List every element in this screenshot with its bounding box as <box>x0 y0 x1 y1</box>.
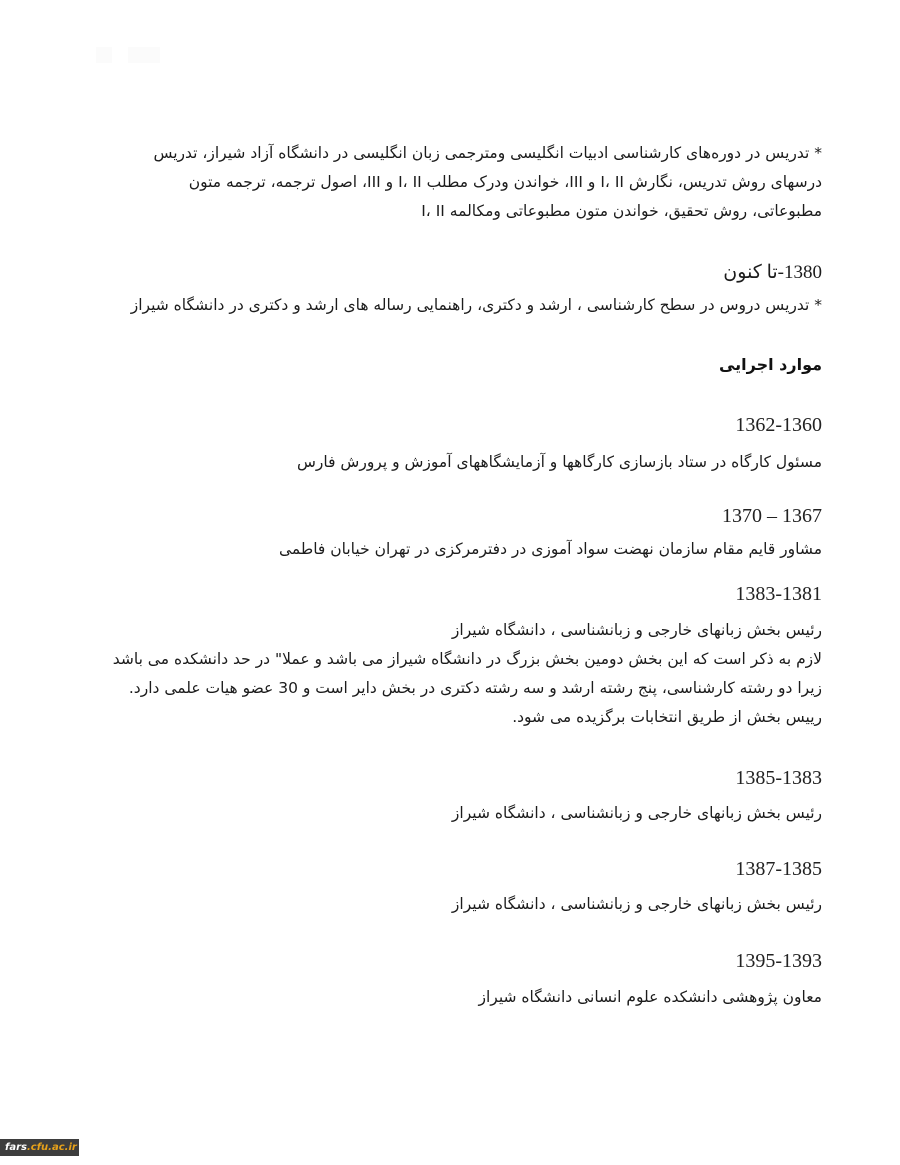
watermark-domain: .cfu.ac.ir <box>26 1142 77 1153</box>
entry-period: 1395-1393 <box>735 950 822 972</box>
text-line: * تدریس در دوره‌های کارشناسی ادبیات انگلیسی ومترجمی زبان انگلیسی در دانشگاه آزاد شیراز، تدریس <box>153 144 822 162</box>
entry-period: 1362-1360 <box>735 414 822 436</box>
entry-description: رئیس بخش زبانهای خارجی و زبانشناسی ، دانشگاه شیراز <box>451 804 822 822</box>
entry-description: مسئول کارگاه در ستاد بازسازی کارگاهها و آزمایشگاههای آموزش و پرورش فارس <box>296 453 822 471</box>
entry-description: معاون پژوهشی دانشکده علوم انسانی دانشگاه شیراز <box>478 988 822 1006</box>
entry-description: مشاور قایم مقام سازمان نهضت سواد آموزی در دفترمرکزی در تهران خیابان فاطمی <box>278 540 822 558</box>
entry-period: 1387-1385 <box>735 858 822 880</box>
teaching-paragraph-1 <box>102 139 822 226</box>
site-watermark <box>0 1139 79 1156</box>
text-line: درسهای روش تدریس، نگارش I، II و III، خواندن ودرک مطلب I، II و III، اصول ترجمه، ترجمه متون <box>188 173 822 191</box>
text-line: مطبوعاتی، روش تحقیق، خواندن متون مطبوعاتی ومکالمه I، II <box>421 202 822 220</box>
faint-artifact <box>96 47 112 63</box>
entry-period: 1383-1381 <box>735 583 822 605</box>
teaching-paragraph-2 <box>102 291 822 320</box>
watermark-prefix: fars <box>5 1142 27 1153</box>
entry-period: 1385-1383 <box>735 767 822 789</box>
section-heading: موارد اجرایی <box>718 355 822 374</box>
teaching-period: 1380-تا کنون <box>723 262 822 283</box>
entry-period: 1370 – 1367 <box>722 505 822 527</box>
entry-description: رئیس بخش زبانهای خارجی و زبانشناسی ، دانشگاه شیراز لازم به ذکر است که این بخش دومین بخش بزرگ در دانشگاه شیراز می باشد و عملا" در حد دانشکده می باشد زیرا دو رشته کارشناسی، پنج رشته ارشد و سه رشته دکتری در بخش دایر است و 30 عضو هیات علمی دارد. رییس بخش از طریق انتخابات برگزیده می شود. <box>112 621 822 726</box>
faint-artifact <box>128 47 160 63</box>
entry-description: رئیس بخش زبانهای خارجی و زبانشناسی ، دانشگاه شیراز <box>451 895 822 913</box>
text-line: * تدریس دروس در سطح کارشناسی ، ارشد و دکتری، راهنمایی رساله های ارشد و دکتری در دانشگاه شیراز <box>130 296 822 314</box>
